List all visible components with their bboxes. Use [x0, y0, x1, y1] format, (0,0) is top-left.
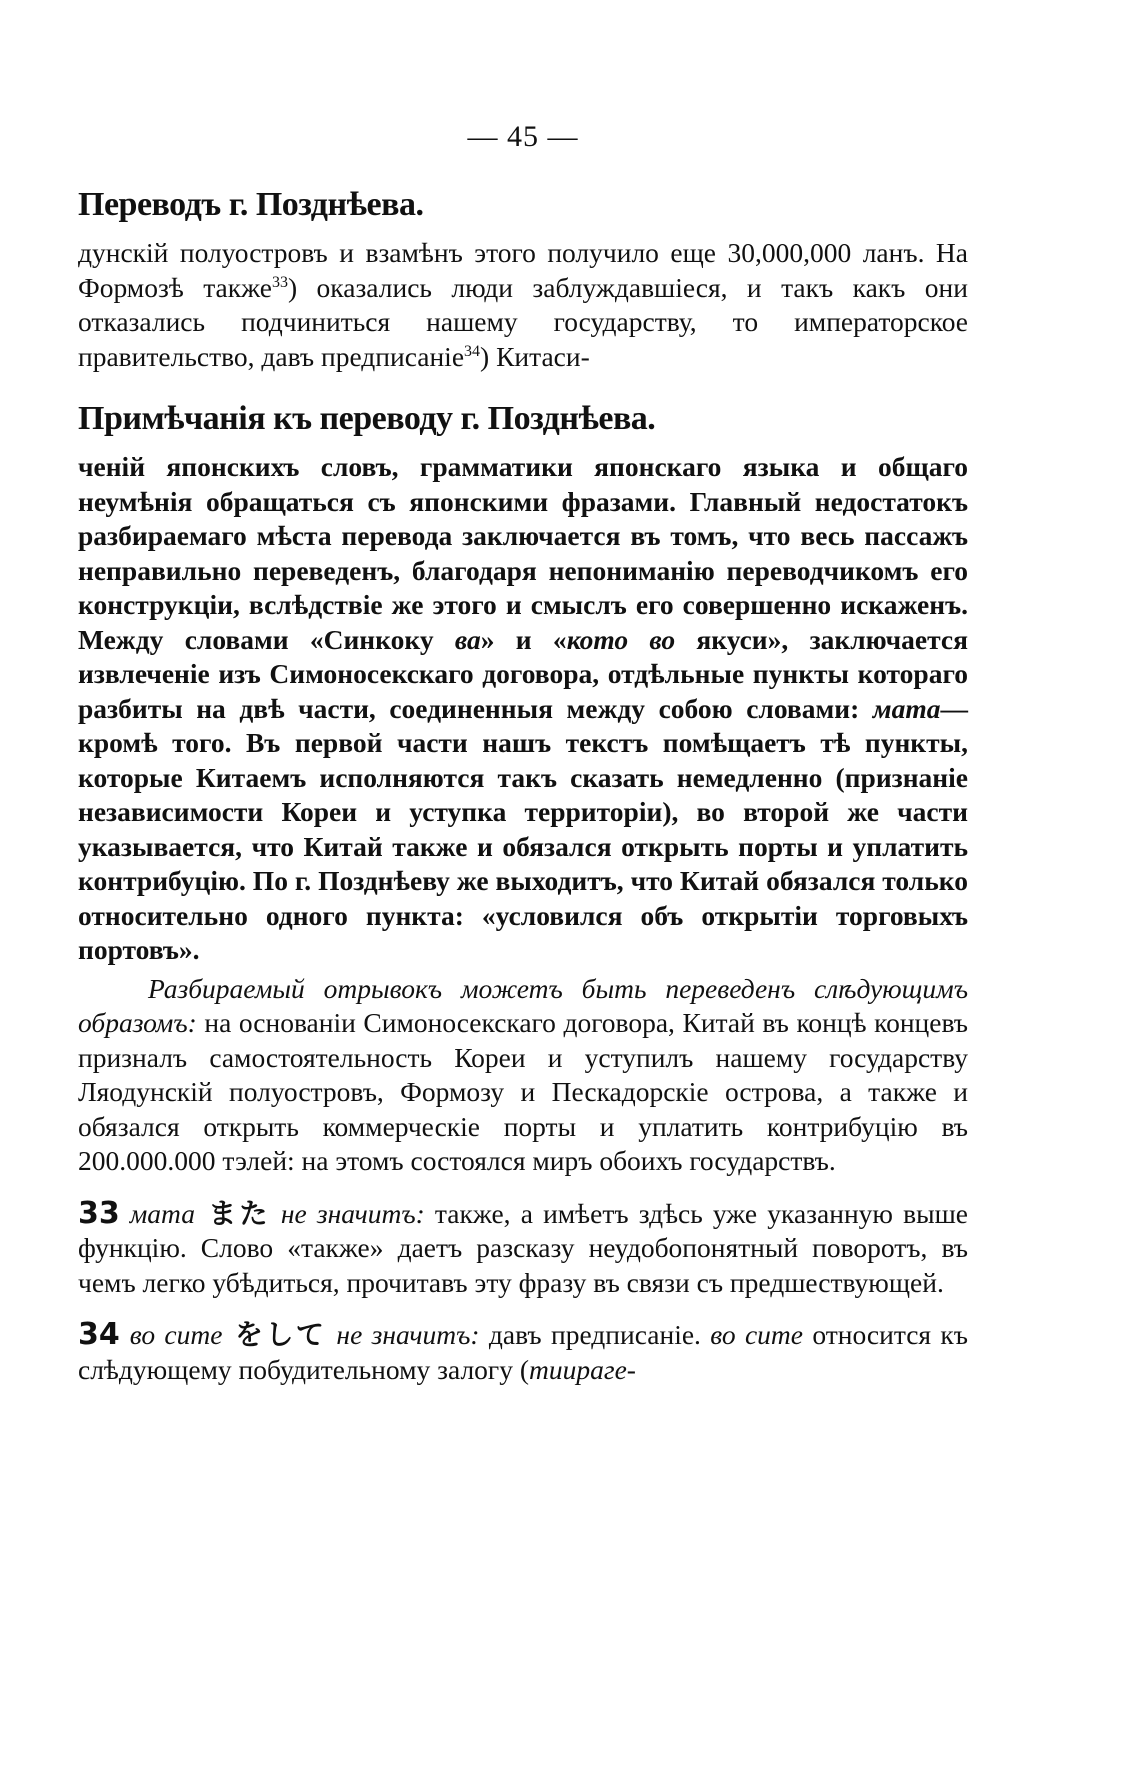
translation-text-b: ) оказались люди заблуждавшіеся, и такъ какъ они отказались подчиниться нашему государству, то императорское правительство, давъ предписаніе — [78, 271, 968, 372]
note-33-kana: また — [205, 1196, 271, 1230]
note-33 — [78, 1197, 968, 1301]
footnote-ref-33: 33 — [271, 273, 288, 291]
note-34-word: во ситe — [129, 1319, 223, 1350]
p1-text-d: —кромѣ того. Въ первой части нашъ текстъ помѣщаетъ тѣ пункты, которые Китаемъ исполняются такъ сказать немедленно (признаніе независимости Кореи и уступка территоріи), во второй же части указывается, что Китай также и обязался открыть порты и уплатить контрибуцію. По г. Позднѣеву же выходитъ, что Китай обязался только относительно одного пункта: «условился объ открытіи торговыхъ портовъ». — [78, 692, 968, 965]
notes-paragraph-1 — [78, 450, 968, 968]
p1-text-a: ченій японскихъ словъ, грамматики японскаго языка и общаго неумѣнія обращаться съ японскими фразами. Главный недостатокъ разбираемаго мѣста перевода заключается въ томъ, что весь пассажъ неправильно переведенъ, благодаря непониманію переводчикомъ его конструкціи, вслѣдствіе же этого и смыслъ его совершенно искаженъ. Между словами «Синкоку — [78, 451, 968, 655]
note-34-word-3: тиираге- — [529, 1353, 636, 1385]
p2-text: на основаніи Симоносекскаго договора, Китай въ концѣ концевъ призналъ самостоятельность Кореи и уступилъ нашему государству Ляодунскій полуостровъ, Формозу и Пескадорскіе острова, а также и обязался открыть коммерческіе порты и уплатить контрибуцію въ 200.000.000 тэлей: на этомъ состоялся миръ обоихъ государствъ. — [78, 1007, 968, 1176]
note-34-word-2: во ситe — [710, 1319, 803, 1350]
note-34-label: не значитъ: — [336, 1319, 480, 1350]
notes-body — [78, 450, 968, 1179]
notes-heading: Примѣчанія къ переводу г. Позднѣева. — [78, 400, 656, 437]
note-33-text: также, а имѣетъ здѣсь уже указанную выше функцію. Слово «также» даетъ разсказу неудобопонятный поворотъ, въ чемъ легко убѣдиться, прочитавъ эту фразу въ связи съ предшествующей. — [78, 1197, 968, 1298]
p1-italic-1: ва — [454, 623, 481, 655]
note-34-text-b: относится къ слѣдующему побудительному залогу ( — [78, 1319, 968, 1385]
note-33-number: 33 — [78, 1195, 120, 1231]
translation-heading: Переводъ г. Позднѣева. — [78, 186, 424, 223]
translation-text — [78, 236, 968, 374]
note-33-word: мата — [129, 1197, 195, 1229]
page-number: — 45 — — [467, 120, 579, 153]
notes-paragraph-2 — [78, 972, 968, 1179]
p1-italic-3: мата — [872, 692, 941, 724]
note-34-kana: をして — [232, 1318, 327, 1351]
p1-italic-2: кото во — [566, 623, 676, 655]
p2-italic: Разбираемый отрывокъ можетъ быть переведенъ слѣдующимъ образомъ: — [78, 972, 968, 1038]
p1-text-b: » и « — [480, 623, 567, 655]
page — [78, 120, 968, 1387]
translation-text-c: ) Китаси- — [480, 340, 590, 372]
note-33-label: не значитъ: — [280, 1197, 425, 1229]
translation-text-a: дунскій полуостровъ и взамѣнъ этого получило еще 30,000,000 ланъ. На Формозѣ также — [78, 237, 968, 303]
note-34-text-a: давъ предписаніе. — [479, 1319, 711, 1350]
note-34 — [78, 1318, 968, 1387]
note-34-number: 34 — [78, 1317, 120, 1352]
footnote-ref-34: 34 — [464, 342, 481, 360]
p1-text-c: якуси», заключается извлеченіе изъ Симоносекскаго договора, отдѣльные пункты котораго разбиты на двѣ части, соединенныя между собою словами: — [78, 623, 969, 724]
